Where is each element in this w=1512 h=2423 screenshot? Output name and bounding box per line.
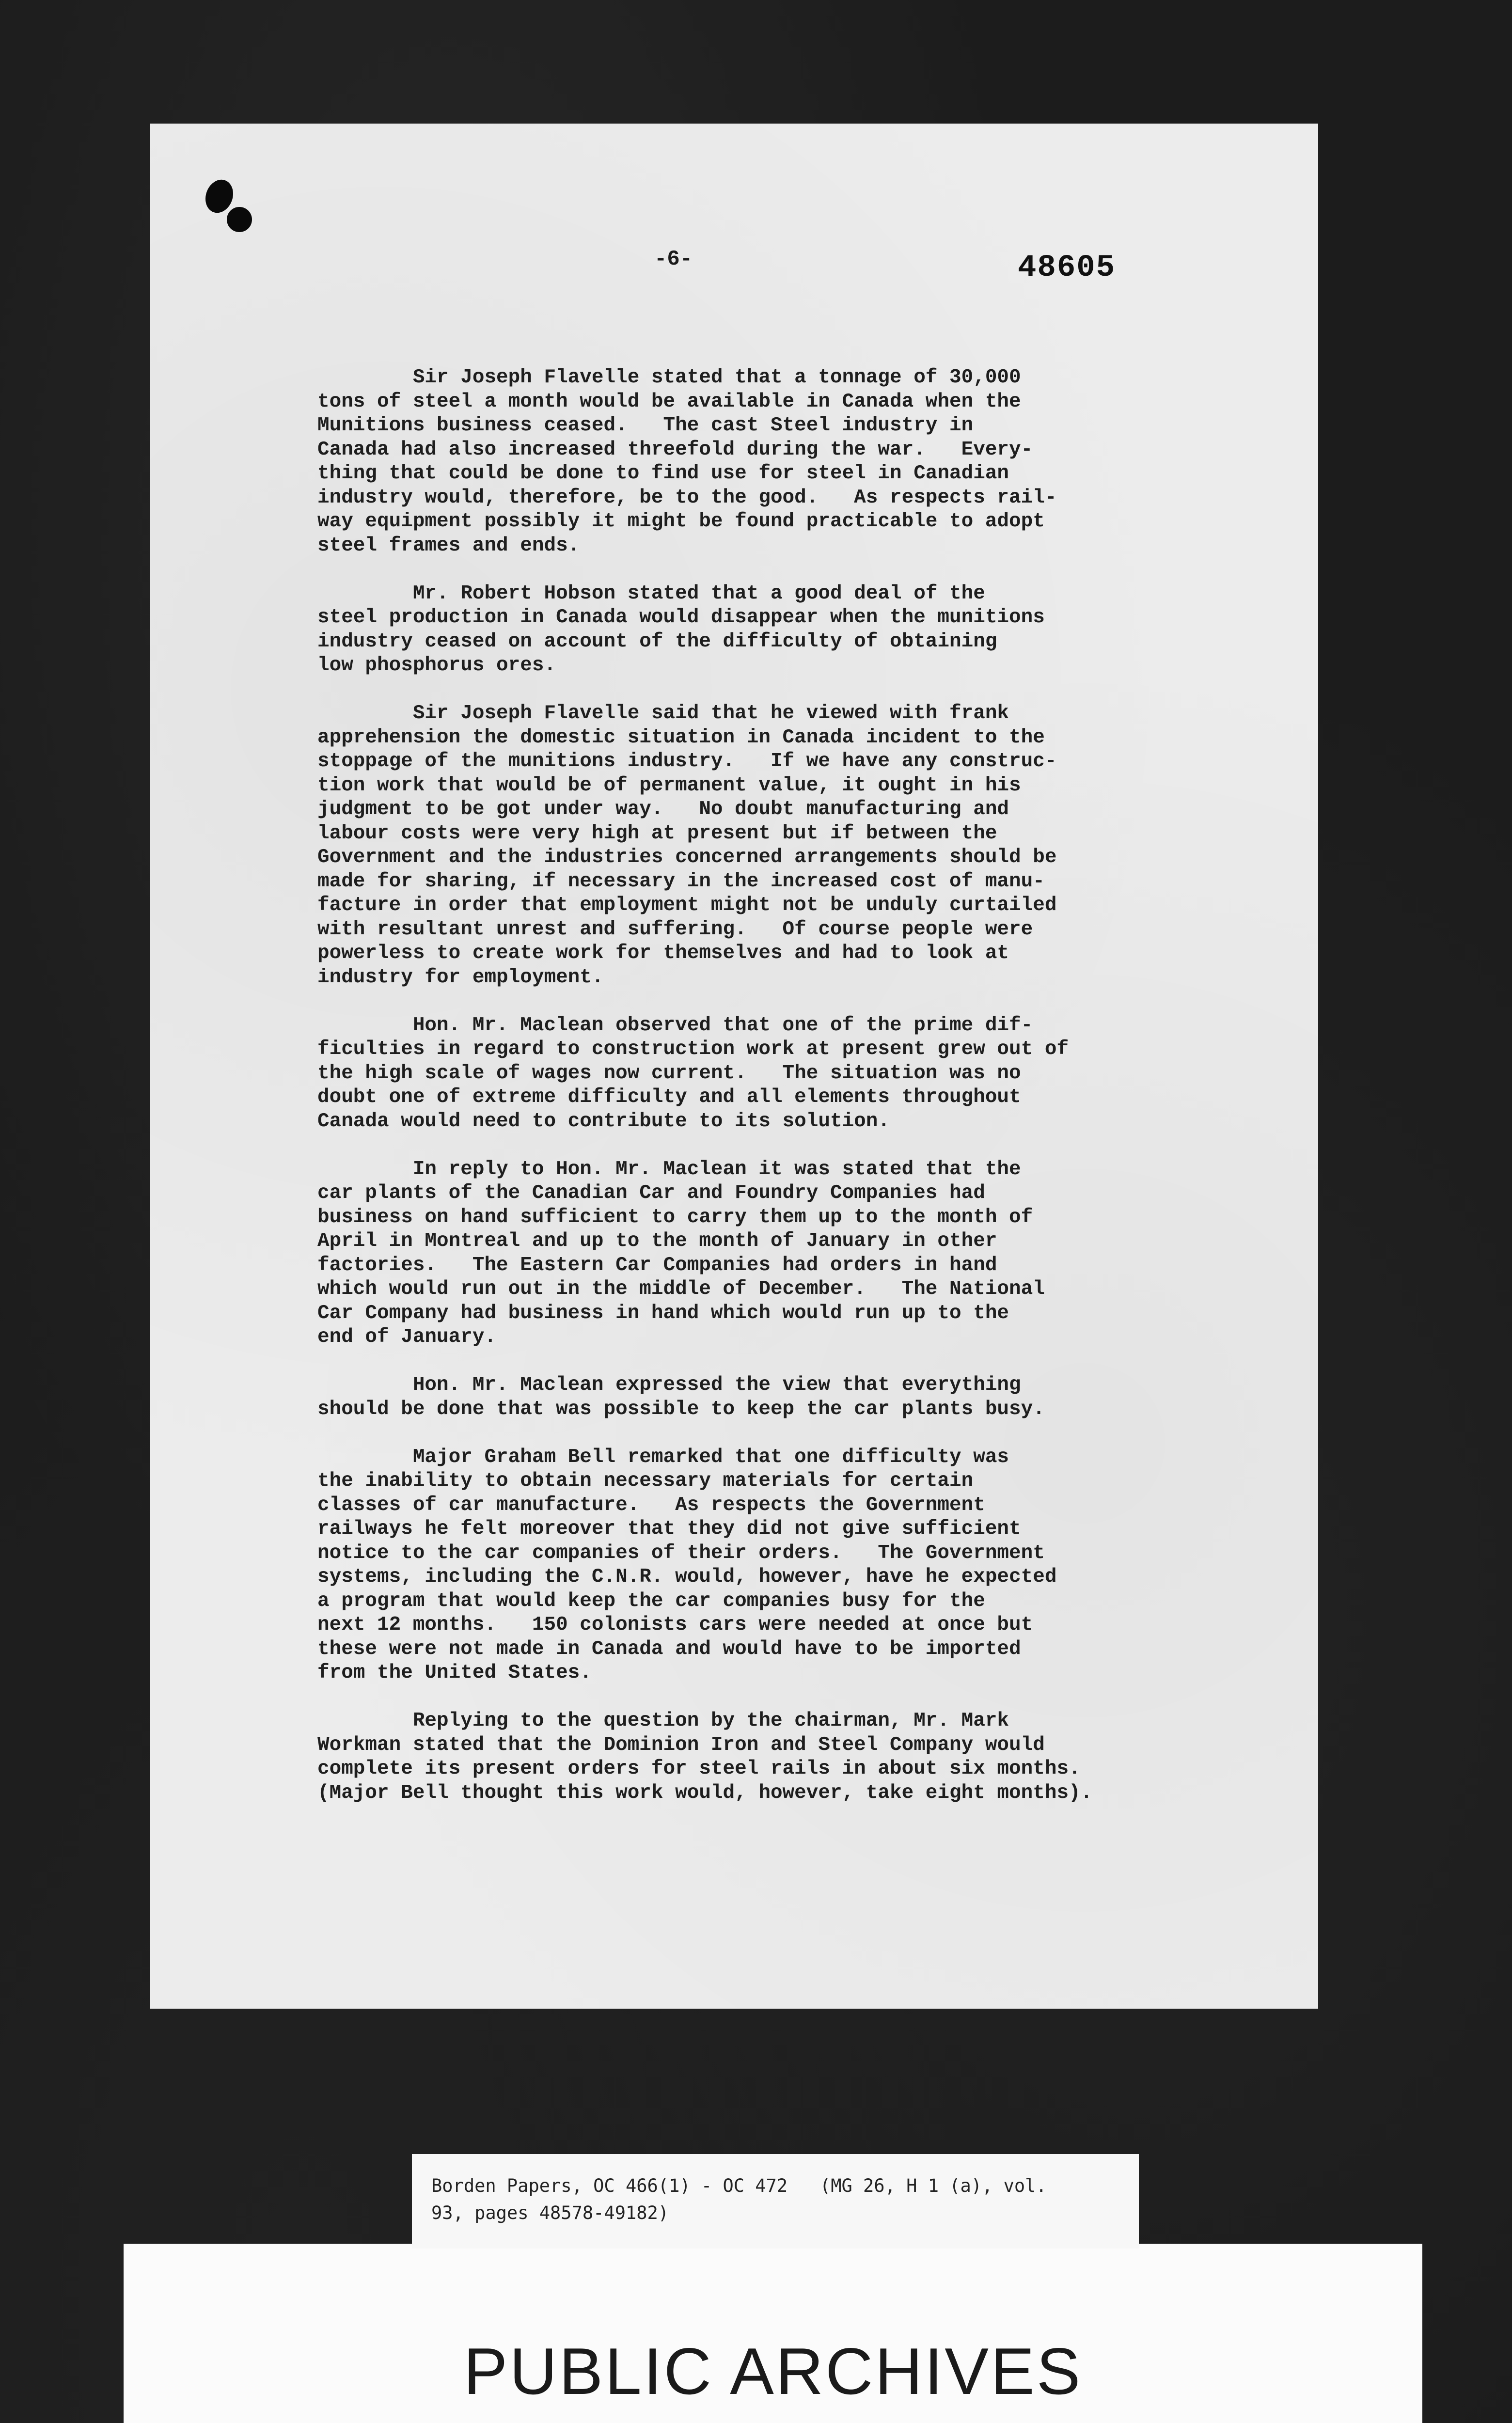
typed-body <box>317 366 1238 1829</box>
document-number: 48605 <box>1018 251 1116 285</box>
paragraph: Mr. Robert Hobson stated that a good deal of the steel production in Canada would disappear when the munitions industry ceased on account of the difficulty of obtaining low phosphorus ores. <box>317 582 1045 677</box>
paragraph: Sir Joseph Flavelle stated that a tonnage of 30,000 tons of steel a month would be available in Canada when the Munitions business ceased. The cast Steel industry in Canada had also increased threefold during the war. Every- thing that could be done to find use for steel in Canadian industry would, therefore, be to the good. As respects rail- way equipment possibly it might be found practicable to adopt steel frames and ends. <box>317 366 1057 557</box>
ink-blot <box>227 207 252 232</box>
paragraph: In reply to Hon. Mr. Maclean it was stated that the car plants of the Canadian Car and Foundry Companies had business on hand sufficient to carry them up to the month of April in Montreal and up to the month of January in other factories. The Eastern Car Companies had orders in hand which would run out in the middle of December. The National Car Company had business in hand which would run up to the end of January. <box>317 1158 1045 1348</box>
paragraph: Replying to the question by the chairman, Mr. Mark Workman stated that the Dominion Iron and Steel Company would complete its present orders for steel rails in about six months. (Major Bell thought this work would, however, take eight months). <box>317 1710 1093 1804</box>
paragraph: Major Graham Bell remarked that one difficulty was the inability to obtain necessary materials for certain classes of car manufacture. As respects the Government railways he felt moreover that they did not give sufficient notice to the car companies of their orders. The Government systems, including the C.N.R. would, however, have he expected a program that would keep the car companies busy for the next 12 months. 150 colonists cars were needed at once but these were not made in Canada and would have to be imported from the United States. <box>317 1446 1057 1684</box>
paragraph: Hon. Mr. Maclean expressed the view that everything should be done that was possible to keep the car plants busy. <box>317 1374 1045 1420</box>
paragraph: Sir Joseph Flavelle said that he viewed with frank apprehension the domestic situation in Canada incident to the stoppage of the munitions industry. If we have any construc- tion work that would be of permanent value, it ought in his judgment to be got under way. No doubt manufacturing and labour costs were very high at present but if between the Government and the industries concerned arrangements should be made for sharing, if necessary in the increased cost of manu- facture in order that employment might not be unduly curtailed with resultant unrest and suffering. Of course people were powerless to create work for themselves and had to look at industry for employment. <box>317 702 1057 989</box>
citation-line: Borden Papers, OC 466(1) - OC 472 (MG 26, H 1 (a), vol. <box>431 2175 1047 2196</box>
paragraph: Hon. Mr. Maclean observed that one of the prime dif- ficulties in regard to construction work at present grew out of the high scale of wages now current. The situation was no doubt one of extreme difficulty and all elements throughout Canada would need to contribute to its solution. <box>317 1014 1069 1133</box>
archives-title-english: PUBLIC ARCHIVES <box>463 2334 1083 2408</box>
citation-label <box>412 2154 1139 2249</box>
page-marker: -6- <box>654 247 693 271</box>
archives-stamp-card <box>124 2244 1422 2423</box>
typed-page <box>150 124 1318 2009</box>
citation-line: 93, pages 48578-49182) <box>431 2203 669 2223</box>
